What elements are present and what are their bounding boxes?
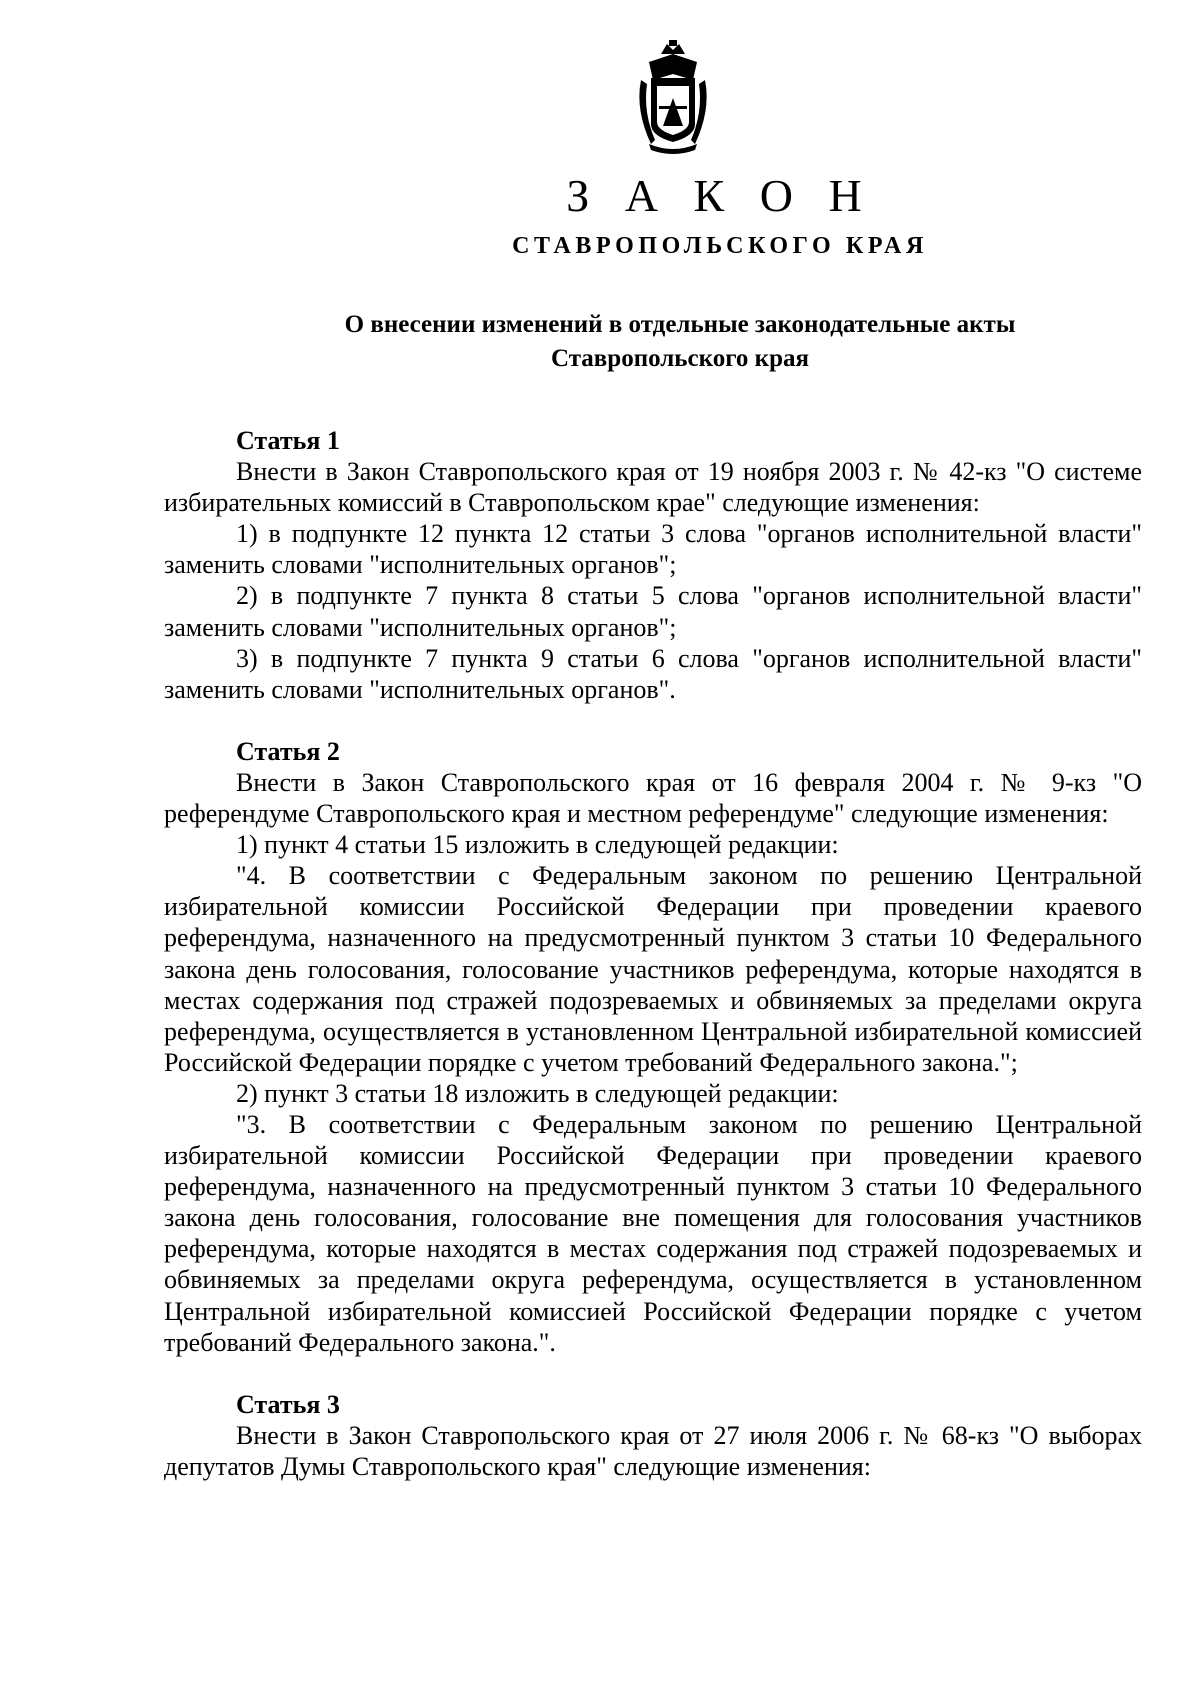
article-2 [164, 736, 1142, 1358]
article-heading: Статья 1 [236, 426, 340, 455]
region-subtitle: СТАВРОПОЛЬСКОГО КРАЯ [512, 233, 928, 259]
article-heading: Статья 2 [236, 736, 340, 766]
article-paragraph: Внести в Закон Ставропольского края от 19 ноября 2003 г. № 42-кз "О системе избирательных комиссий в Ставропольском крае" следующие изменения: [164, 457, 1142, 518]
law-name-line-2: Ставропольского края [550, 345, 810, 372]
article-3 [164, 1389, 1142, 1482]
article-1 [164, 425, 1142, 705]
article-paragraph: "3. В соответствии с Федеральным законом по решению Центральной избирательной комиссии Российской Федерации при проведении краевого референдума, назначенного на предусмотренный пунктом 3 статьи 10 Федерального закона день голосования, голосование вне помещения для голосования участников референдума, которые находятся в местах содержания под стражей подозреваемых и обвиняемых за пределами округа референдума, осуществляется в установленном Центральной избирательной комиссией Российской Федерации порядке с учетом требований Федерального закона.". [164, 1109, 1142, 1357]
article-heading: Статья 3 [236, 1389, 340, 1419]
law-name [240, 308, 1120, 376]
article-paragraph: 3) в подпункте 7 пункта 9 статьи 6 слова "органов исполнительной власти" заменить словами "исполнительных органов". [164, 643, 1142, 704]
article-paragraph: Внести в Закон Ставропольского края от 16 февраля 2004 г. № 9-кз "О референдуме Ставропольского края и местном референдуме" следующие изменения: [164, 767, 1142, 829]
law-name-line-1: О внесении изменений в отдельные законодательные акты [344, 311, 1016, 338]
article-paragraph: 1) пункт 4 статьи 15 изложить в следующей редакции: [236, 830, 839, 860]
document-body [164, 425, 1142, 1513]
article-paragraph: "4. В соответствии с Федеральным законом по решению Центральной избирательной комиссии Российской Федерации при проведении краевого референдума, назначенного на предусмотренный пунктом 3 статьи 10 Федерального закона день голосования, голосование участников референдума, которые находятся в местах содержания под стражей подозреваемых и обвиняемых за пределами округа референдума, осуществляется в установленном Центральной избирательной комиссией Российской Федерации порядке с учетом требований Федерального закона."; [164, 861, 1142, 1077]
article-paragraph: 2) пункт 3 статьи 18 изложить в следующей редакции: [236, 1078, 839, 1108]
stavropol-coat-of-arms-icon [633, 40, 713, 155]
article-paragraph: Внести в Закон Ставропольского края от 27 июля 2006 г. № 68-кз "О выборах депутатов Думы Ставропольского края" следующие изменения: [164, 1420, 1142, 1481]
article-paragraph: 2) в подпункте 7 пункта 8 статьи 5 слова "органов исполнительной власти" заменить словами "исполнительных органов"; [164, 581, 1142, 642]
article-paragraph: 1) в подпункте 12 пункта 12 статьи 3 слова "органов исполнительной власти" заменить словами "исполнительных органов"; [164, 519, 1142, 580]
document-type-title: З А К О Н [566, 170, 874, 221]
